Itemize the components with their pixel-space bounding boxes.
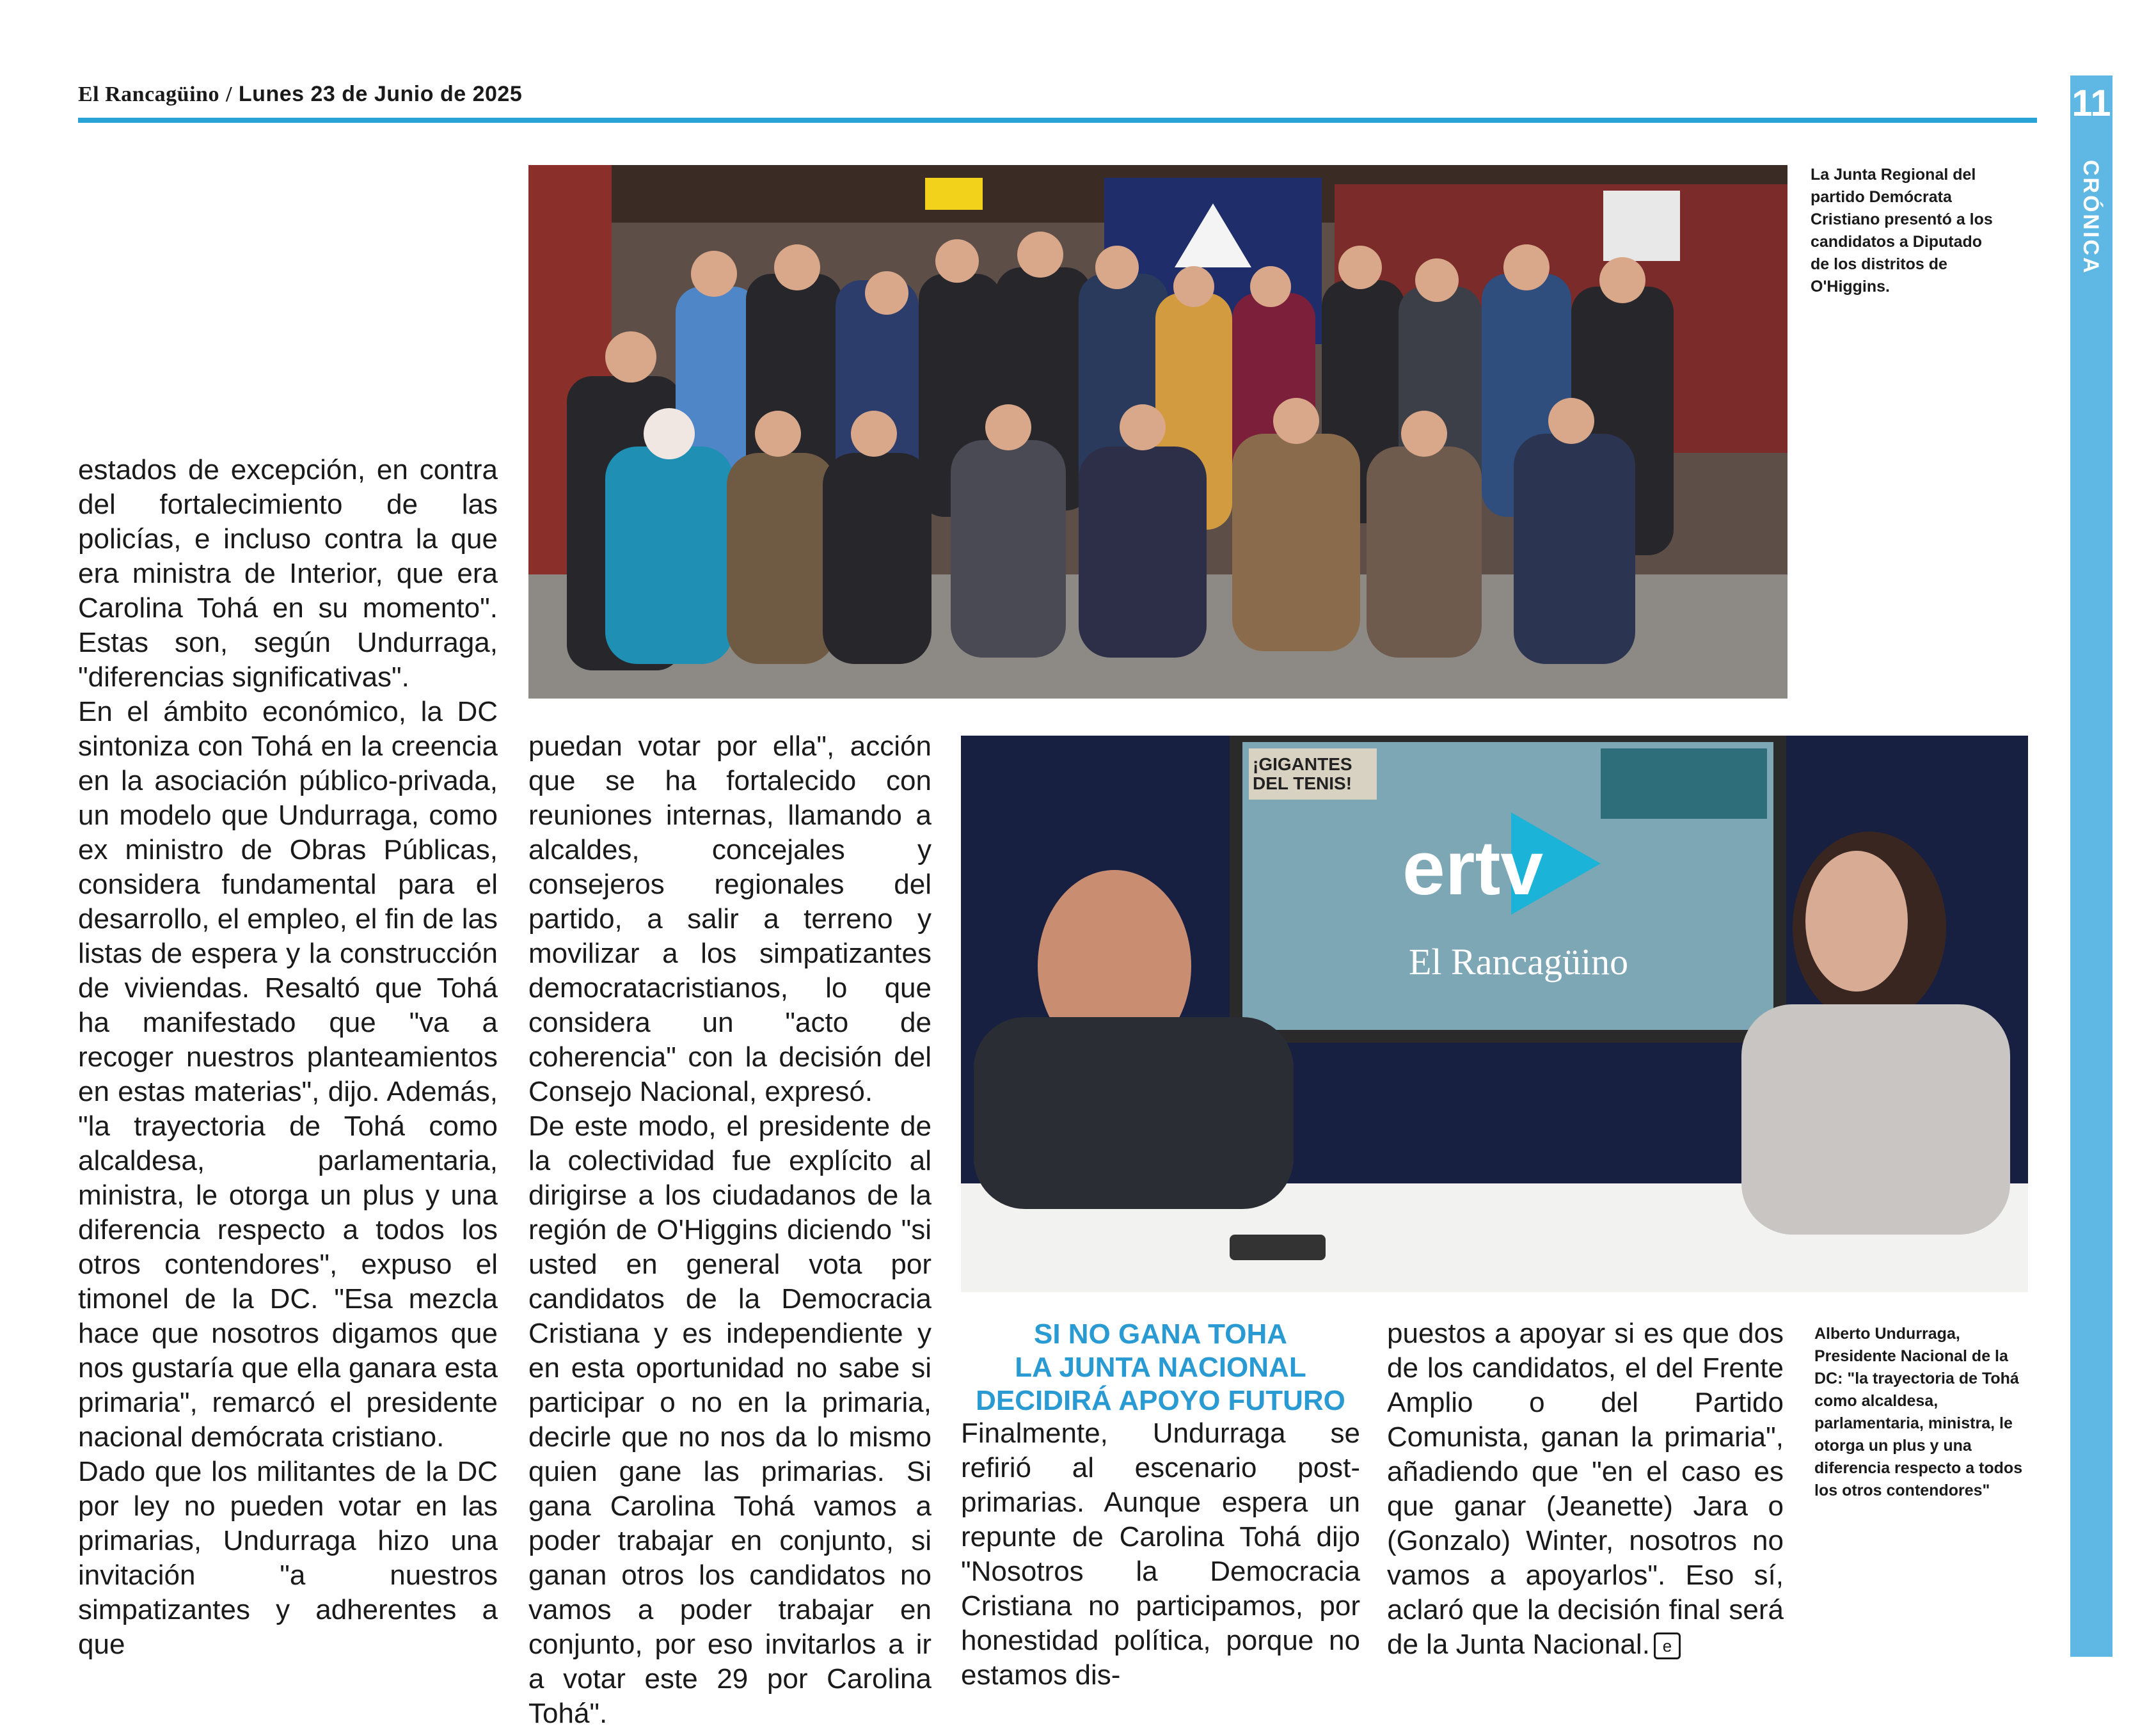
group-photo bbox=[528, 165, 1787, 699]
header-separator: / bbox=[225, 83, 232, 106]
subheading-line: SI NO GANA TOHA bbox=[1033, 1318, 1288, 1350]
section-label-text: CRÓNICA bbox=[2079, 160, 2103, 275]
article-column-1 bbox=[78, 453, 498, 1662]
group-photo-image bbox=[528, 165, 1787, 699]
page-number: 11 bbox=[2072, 83, 2111, 124]
header-rule bbox=[78, 118, 2037, 123]
screen-headline: ¡GIGANTES DEL TENIS! bbox=[1253, 754, 1352, 793]
article-column-2 bbox=[528, 729, 931, 1731]
group-photo-caption: La Junta Regional del partido Demócrata Cristiano presentó a los candidatos a Diputado de los distritos de O'Higgins. bbox=[1811, 166, 1993, 296]
article-column-4 bbox=[1387, 1316, 1784, 1662]
masthead bbox=[78, 82, 522, 107]
screen-brand: El Rancagüino bbox=[1409, 941, 1629, 983]
ertv-logo: ertv bbox=[1402, 825, 1544, 911]
section-label bbox=[2070, 160, 2112, 313]
paragraph: estados de excepción, en contra del fortalecimiento de las policías, e incluso contra la que era ministra de Interior, que era Carolina Tohá en su momento". Estas son, según Undurraga, "diferencias significativas". bbox=[78, 454, 498, 693]
paragraph: De este modo, el presidente de la colectividad fue explícito al dirigirse a los ciudadanos de la región de O'Higgins diciendo "si usted en general vota por candidatos de la Democracia Cristiana y es independiente y en esta oportunidad no sabe si participar o no en la primaria, decirle que no nos da lo mismo quien gane las primarias. Si gana Carolina Tohá vamos a poder trabajar en conjunto, si ganan otros los candidatos no vamos a poder trabajar en conjunto, por eso invitarlos a ir a votar este 29 por Carolina Tohá". bbox=[528, 1111, 931, 1729]
article-column-3 bbox=[961, 1416, 1360, 1693]
paragraph-text: puestos a apoyar si es que dos de los candidatos, el del Frente Amplio o del Partido Comunista, ganan la primaria", añadiendo que "en el caso es que ganar (Jeanette) Jara o (Gonzalo) Winter, nosotros no vamos a apoyarlos". Eso sí, aclaró que la decisión final será de la Junta Nacional. bbox=[1387, 1318, 1784, 1660]
interview-photo-image bbox=[961, 736, 2028, 1292]
paragraph: Dado que los militantes de la DC por ley no pueden votar en las primarias, Undurraga hizo una invitación "a nuestros simpatizantes y adherentes a que bbox=[78, 1456, 498, 1660]
subheading-line: LA JUNTA NACIONAL bbox=[1015, 1352, 1306, 1383]
issue-date: Lunes 23 de Junio de 2025 bbox=[238, 82, 523, 106]
paragraph: puedan votar por ella", acción que se ha fortalecido con reuniones internas, llamando a alcaldes, concejales y consejeros regionales del partido, a salir a terreno y movilizar a los simpatizantes democratacristianos, lo que considera un "acto de coherencia" con la decisión del Consejo Nacional, expresó. bbox=[528, 731, 931, 1107]
paragraph: En el ámbito económico, la DC sintoniza con Tohá en la creencia en la asociación público-privada, un modelo que Undurraga, como ex ministro de Obras Públicas, considera fundamental para el desarrollo, el empleo, el fin de las listas de espera y la construcción de viviendas. Resaltó que Tohá ha manifestado que "va a recoger nuestros planteamientos en estas materias", dijo. Además, "la trayectoria de Tohá como alcaldesa, parlamentaria, ministra, le otorga un plus y una diferencia respecto a todos los otros contendores", expuso el timonel de la DC. "Esa mezcla hace que nosotros digamos que nos gustaría que ella ganara esta primaria", remarcó el presidente nacional demócrata cristiano. bbox=[78, 696, 498, 1453]
publication-name: El Rancagüino bbox=[78, 83, 219, 106]
interview-photo-caption: Alberto Undurraga, Presidente Nacional de la DC: "la trayectoria de Tohá como alcaldesa, parlamentaria, ministra, le otorga un plus y una diferencia respecto a todos los otros contendores" bbox=[1814, 1325, 2023, 1499]
paragraph bbox=[1387, 1316, 1784, 1662]
paragraph: Finalmente, Undurraga se refirió al escenario post-primarias. Aunque espera un repunte de Carolina Tohá dijo "Nosotros la Democracia Cristiana no participamos, por honestidad política, porque no estamos dis- bbox=[961, 1418, 1360, 1691]
subheading-line: DECIDIRÁ APOYO FUTURO bbox=[976, 1385, 1345, 1416]
subheading bbox=[961, 1318, 1360, 1418]
end-mark-icon: e bbox=[1654, 1632, 1681, 1659]
interview-photo bbox=[961, 736, 2028, 1292]
